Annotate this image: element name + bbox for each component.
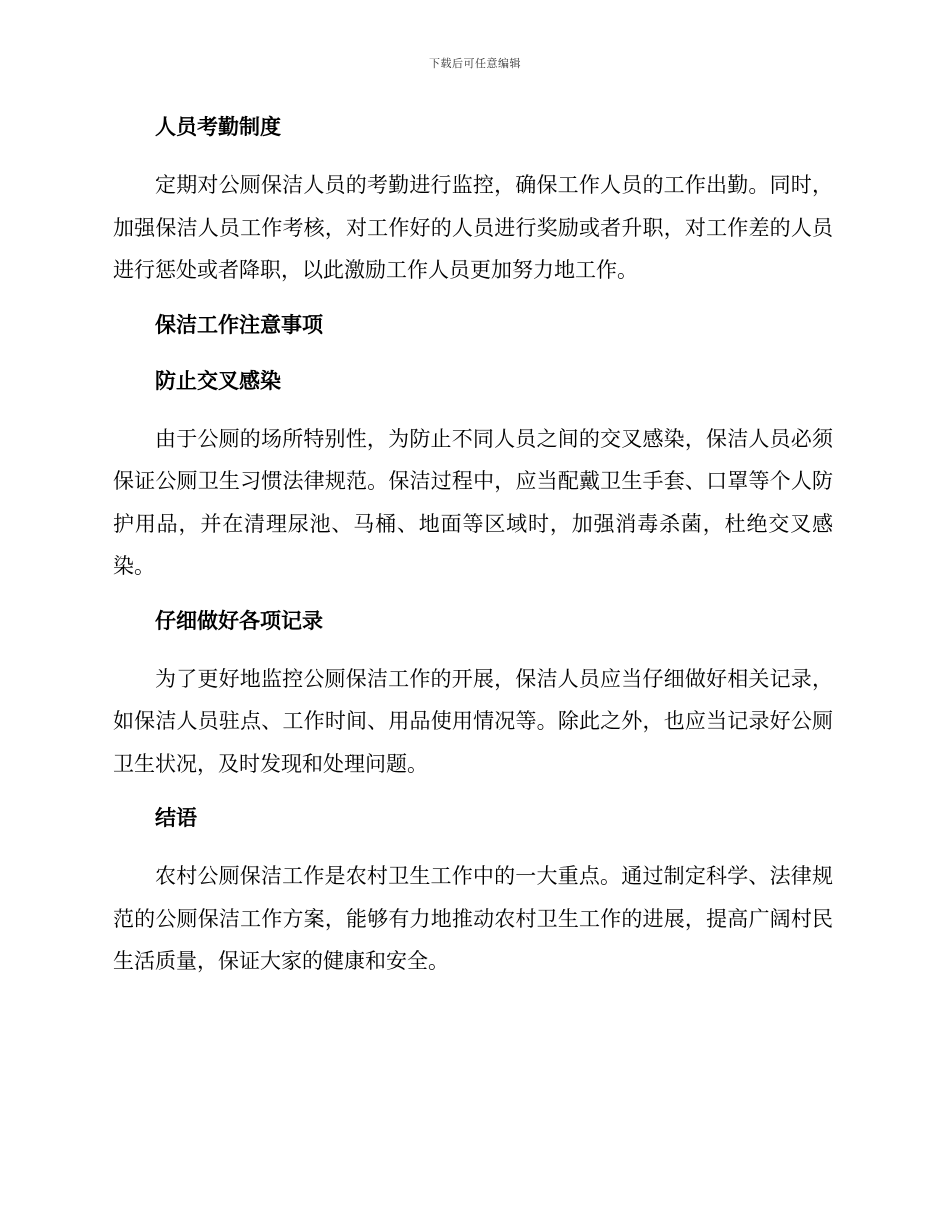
section-paragraph-records: 为了更好地监控公厕保洁工作的开展，保洁人员应当仔细做好相关记录，如保洁人员驻点、工作时间、用品使用情况等。除此之外，也应当记录好公厕卫生状况，及时发现和处理问题。 xyxy=(113,666,833,776)
page-header: 下载后可任意编辑 xyxy=(429,57,521,70)
section-heading-conclusion: 结语 xyxy=(155,805,197,830)
section-paragraph-cross-infection: 由于公厕的场所特别性，为防止不同人员之间的交叉感染，保洁人员必须保证公厕卫生习惯法律规范。保洁过程中，应当配戴卫生手套、口罩等个人防护用品，并在清理尿池、马桶、地面等区域时，加强消毒杀菌，杜绝交叉感染。 xyxy=(113,426,833,578)
section-heading-records: 仔细做好各项记录 xyxy=(155,607,323,633)
document-body xyxy=(113,108,833,983)
section-paragraph-attendance: 定期对公厕保洁人员的考勤进行监控，确保工作人员的工作出勤。同时，加强保洁人员工作考核，对工作好的人员进行奖励或者升职，对工作差的人员进行惩处或者降职，以此激励工作人员更加努力地工作。 xyxy=(113,173,833,282)
section-heading-cross-infection: 防止交叉感染 xyxy=(155,367,281,393)
section-heading-attendance: 人员考勤制度 xyxy=(155,114,281,139)
section-paragraph-conclusion: 农村公厕保洁工作是农村卫生工作中的一大重点。通过制定科学、法律规范的公厕保洁工作方案，能够有力地推动农村卫生工作的进展，提高广阔村民生活质量，保证大家的健康和安全。 xyxy=(113,864,833,973)
section-heading-precautions: 保洁工作注意事项 xyxy=(155,311,323,337)
